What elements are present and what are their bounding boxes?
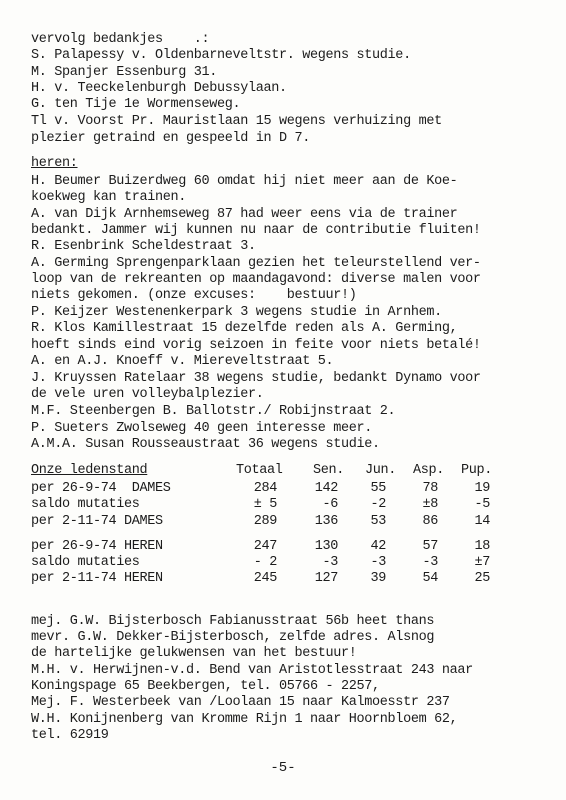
row-label: saldo mutaties <box>31 497 140 512</box>
text-line: Tl v. Voorst Pr. Mauristlaan 15 wegens verhuizing met <box>31 114 442 129</box>
text-line: A. en A.J. Knoeff v. Miereveltstraat 5. <box>31 354 334 369</box>
table-cell: 245 <box>253 571 277 586</box>
text-line: J. Kruyssen Ratelaar 38 wegens studie, bedankt Dynamo voor <box>31 371 481 386</box>
row-label: per 2-11-74 HEREN <box>31 571 163 586</box>
table-cell: 247 <box>253 539 277 554</box>
text-line: loop van de rekreanten op maandagavond: diverse malen voor <box>31 272 481 287</box>
column-header: Sen. <box>313 463 345 478</box>
text-line: Koningspage 65 Beekbergen, tel. 05766 - 2257, <box>31 679 380 694</box>
text-line: tel. 62919 <box>31 728 109 743</box>
text-line: M.F. Steenbergen B. Ballotstr./ Robijnstraat 2. <box>31 404 396 419</box>
text-line: vervolg bedankjes .: <box>31 32 210 47</box>
row-label: per 26-9-74 HEREN <box>31 539 163 554</box>
table-cell: 86 <box>422 514 438 529</box>
text-line: bedankt. Jammer wij kunnen nu naar de contributie fluiten! <box>31 223 481 238</box>
text-line: A. Germing Sprengenparklaan gezien het teleurstellend ver- <box>31 256 481 271</box>
table-cell: 19 <box>474 481 490 496</box>
table-cell: 54 <box>422 571 438 586</box>
text-line: H. v. Teeckelenburgh Debussylaan. <box>31 81 287 96</box>
table-cell: -2 <box>370 497 386 512</box>
table-cell: -3 <box>370 555 386 570</box>
table-cell: ±8 <box>422 497 438 512</box>
text-line: hoeft sinds eind vorig seizoen in feite voor niets betalé! <box>31 338 481 353</box>
text-line: de vele uren volleybalplezier. <box>31 387 264 402</box>
text-line: P. Keijzer Westenenkerpark 3 wegens studie in Arnhem. <box>31 305 442 320</box>
table-cell: 130 <box>314 539 338 554</box>
text-line: R. Klos Kamillestraat 15 dezelfde reden als A. Germing, <box>31 321 458 336</box>
table-cell: 289 <box>253 514 277 529</box>
column-header: Pup. <box>461 463 493 478</box>
text-line: G. ten Tije 1e Wormenseweg. <box>31 97 241 112</box>
table-cell: ± 5 <box>253 497 277 512</box>
table-cell: 127 <box>314 571 338 586</box>
text-line: P. Sueters Zwolseweg 40 geen interesse meer. <box>31 421 373 436</box>
table-cell: ±7 <box>474 555 490 570</box>
section-heading-heren: heren: <box>31 156 78 171</box>
table-cell: 78 <box>422 481 438 496</box>
table-title: Onze ledenstand <box>31 463 148 478</box>
text-line: plezier getraind en gespeeld in D 7. <box>31 131 311 146</box>
table-cell: 25 <box>474 571 490 586</box>
text-line: koekweg kan trainen. <box>31 190 187 205</box>
text-line: niets gekomen. (onze excuses: bestuur!) <box>31 288 357 303</box>
table-cell: 55 <box>370 481 386 496</box>
row-label: saldo mutaties <box>31 555 140 570</box>
table-cell: 14 <box>474 514 490 529</box>
row-label: per 2-11-74 DAMES <box>31 514 163 529</box>
text-line: R. Esenbrink Scheldestraat 3. <box>31 239 256 254</box>
table-cell: 18 <box>474 539 490 554</box>
table-cell: 284 <box>253 481 277 496</box>
table-cell: 42 <box>370 539 386 554</box>
table-cell: 136 <box>314 514 338 529</box>
text-line: de hartelijke gelukwensen van het bestuur! <box>31 646 357 661</box>
column-header: Asp. <box>413 463 445 478</box>
text-line: A.M.A. Susan Rousseaustraat 36 wegens studie. <box>31 437 380 452</box>
text-line: S. Palapessy v. Oldenbarneveltstr. wegens studie. <box>31 48 411 63</box>
text-line: mevr. G.W. Dekker-Bijsterbosch, zelfde adres. Alsnog <box>31 630 435 645</box>
text-line: M. Spanjer Essenburg 31. <box>31 65 218 80</box>
text-line: A. van Dijk Arnhemseweg 87 had weer eens via de trainer <box>31 207 458 222</box>
page-number: -5- <box>270 760 296 776</box>
table-cell: 57 <box>422 539 438 554</box>
text-line: W.H. Konijnenberg van Kromme Rijn 1 naar Hoornbloem 62, <box>31 712 458 727</box>
text-line: mej. G.W. Bijsterbosch Fabianusstraat 56b heet thans <box>31 614 435 629</box>
table-cell: 39 <box>370 571 386 586</box>
text-line: Mej. F. Westerbeek van /Loolaan 15 naar Kalmoesstr 237 <box>31 695 450 710</box>
text-line: M.H. v. Herwijnen-v.d. Bend van Aristotlesstraat 243 naar <box>31 663 473 678</box>
text-line: H. Beumer Buizerdweg 60 omdat hij niet meer aan de Koe- <box>31 174 458 189</box>
column-header: Totaal <box>236 463 283 478</box>
table-cell: -3 <box>322 555 338 570</box>
column-header: Jun. <box>365 463 397 478</box>
table-cell: -6 <box>322 497 338 512</box>
table-cell: 53 <box>370 514 386 529</box>
table-cell: 142 <box>314 481 338 496</box>
row-label: per 26-9-74 DAMES <box>31 481 171 496</box>
table-cell: -3 <box>422 555 438 570</box>
table-cell: -5 <box>474 497 490 512</box>
table-cell: - 2 <box>253 555 277 570</box>
